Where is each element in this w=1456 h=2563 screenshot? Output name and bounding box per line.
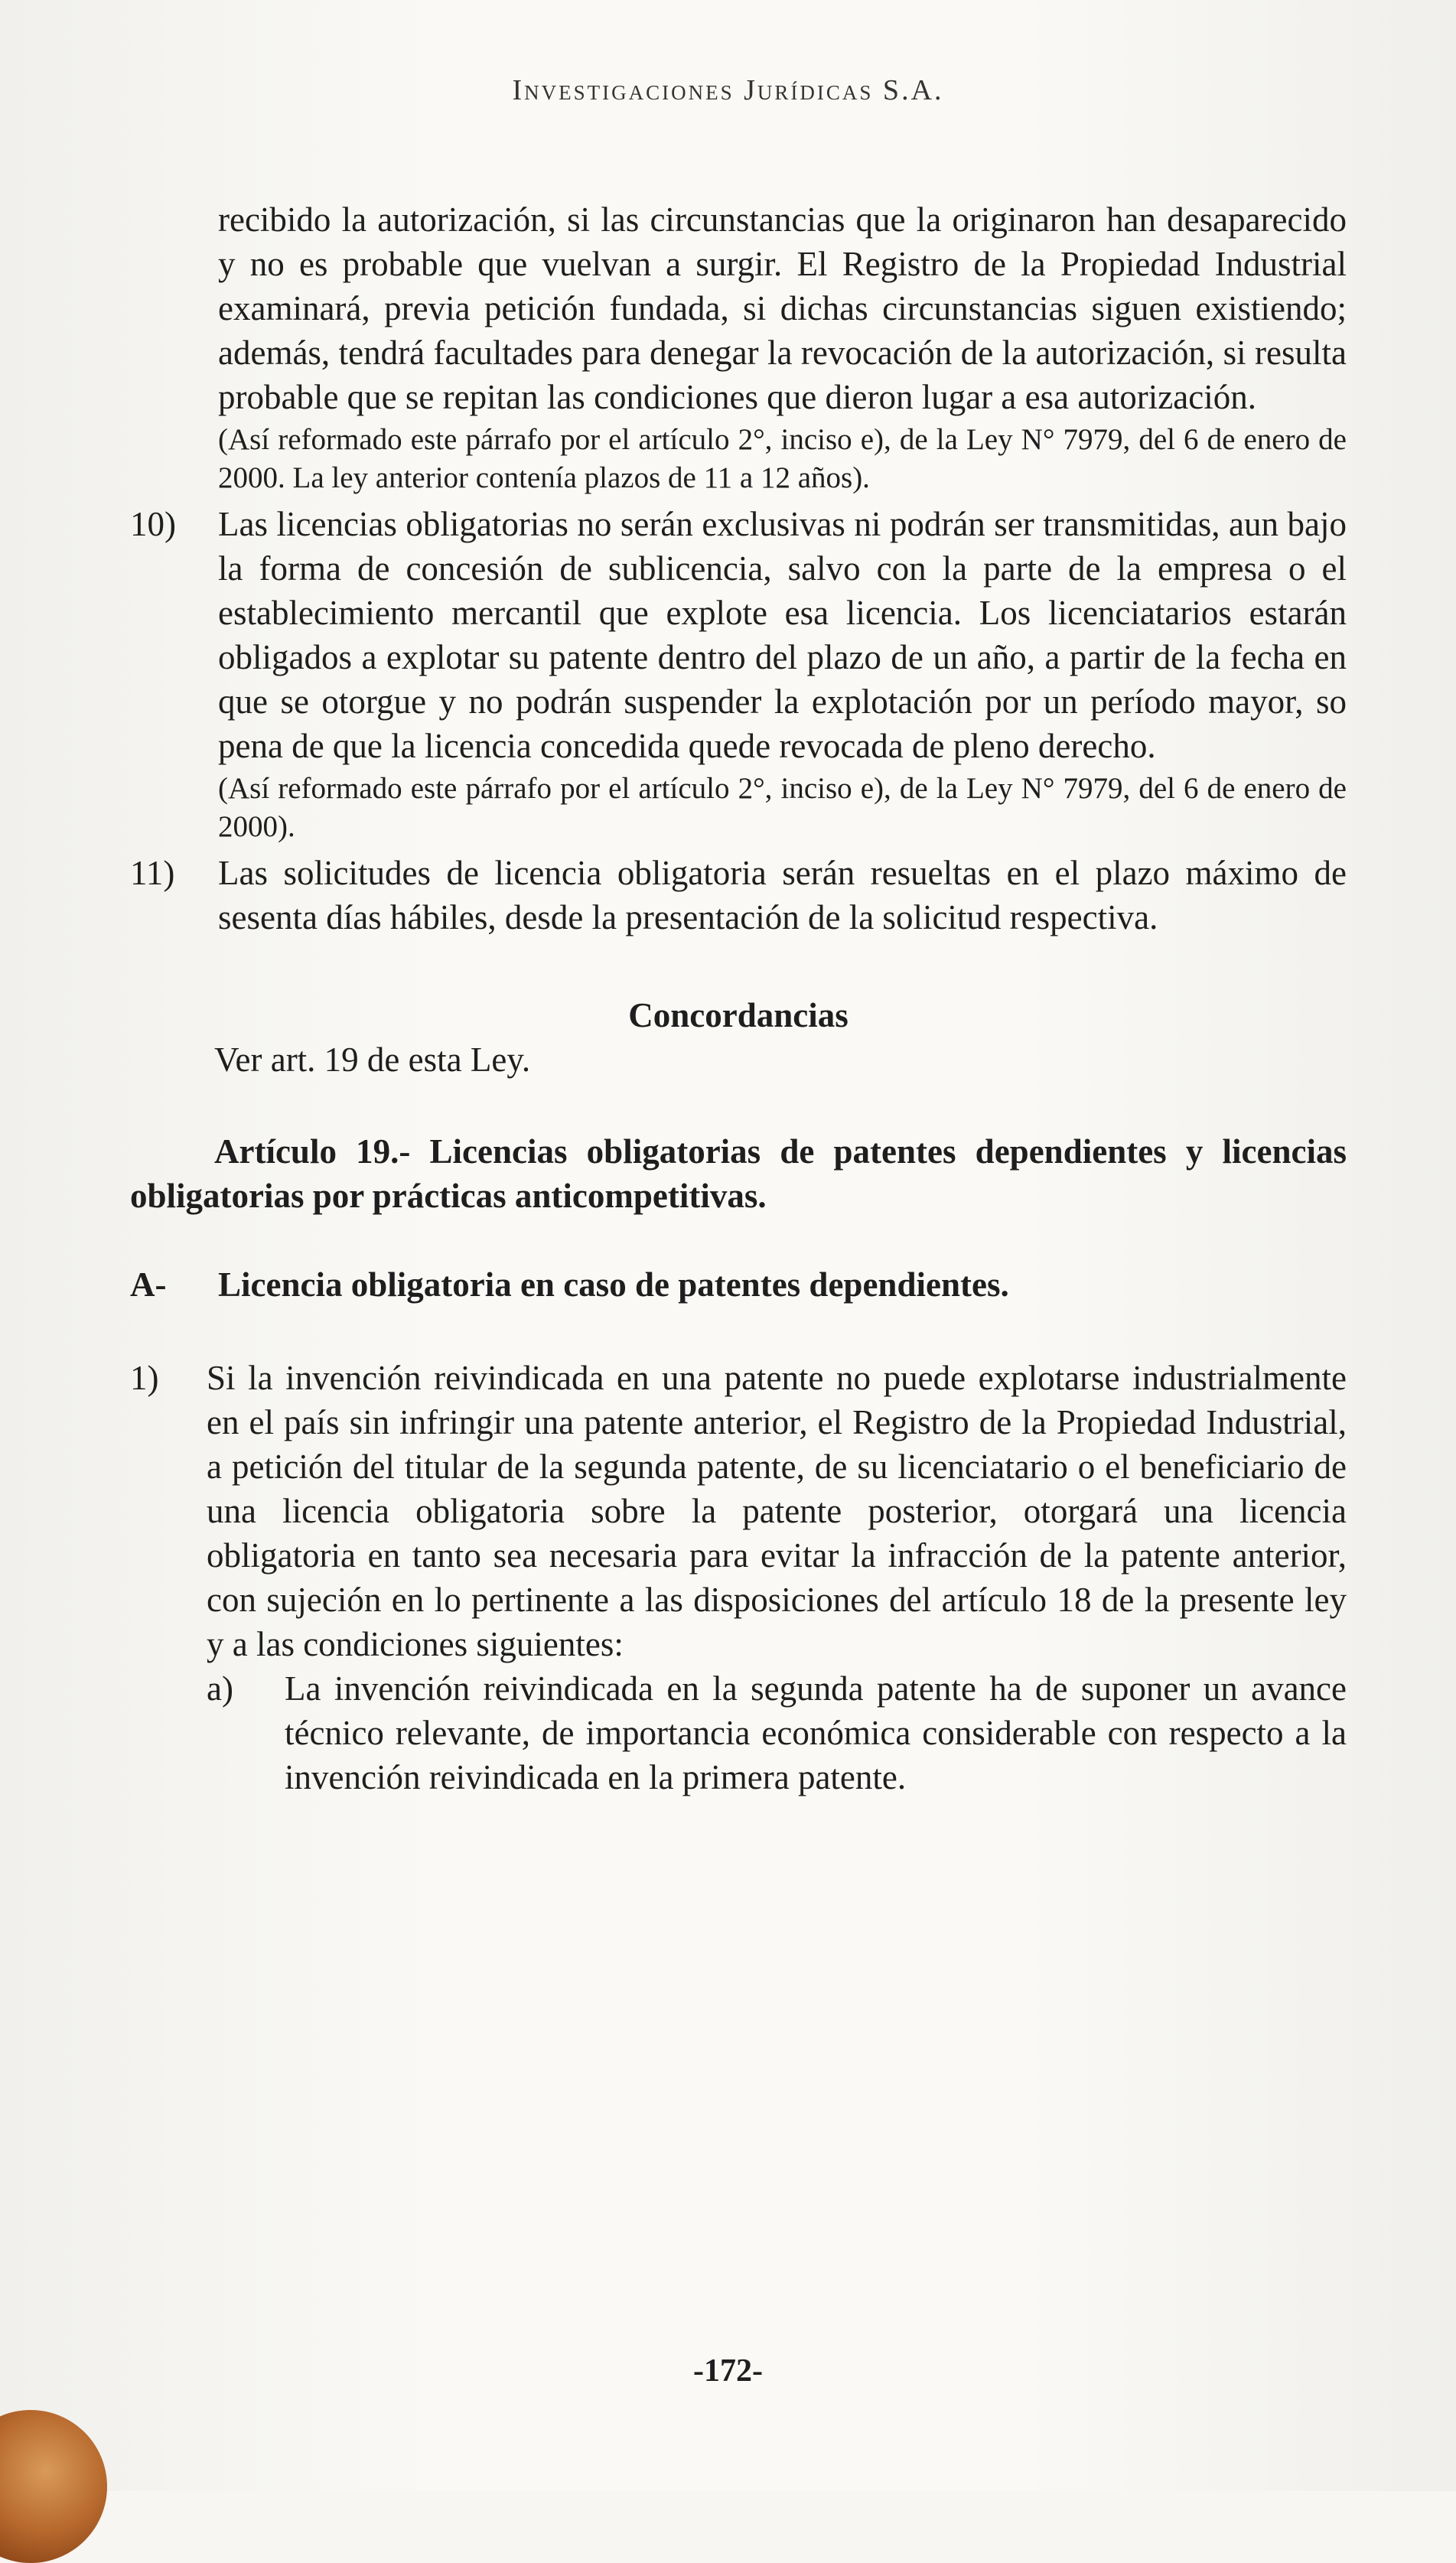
running-header: Investigaciones Jurídicas S.A. <box>512 74 944 106</box>
page-number: -172- <box>693 2353 763 2389</box>
sub-item-a-text: La invención reivindicada en la segunda patente ha de suponer un avance técnico relevante, de importancia económica considerable con respecto a la invención reivindicada en la primera patente. <box>285 1669 1347 1796</box>
item-11-text: Las solicitudes de licencia obligatoria serán resueltas en el plazo máximo de sesenta días hábiles, desde la presentación de la solicitud respectiva. <box>218 854 1347 936</box>
coin-object <box>0 2410 107 2563</box>
list-item-10 <box>130 502 1347 768</box>
sub-item-a <box>130 1666 1347 1799</box>
section-a-title <box>130 1262 1347 1307</box>
list-item-1 <box>130 1356 1347 1666</box>
reform-note-1: (Así reformado este párrafo por el artículo 2°, inciso e), de la Ley N° 7979, del 6 de enero de 2000. La ley anterior contenía plazos de 11 a 12 años). <box>218 423 1347 494</box>
item-10-number: 10) <box>130 505 176 543</box>
item-1-text: Si la invención reivindicada en una patente no puede explotarse industrialmente en el país sin infringir una patente anterior, el Registro de la Propiedad Industrial, a petición del titular de la segunda patente, de su licenciatario o el beneficiario de una licencia obligatoria sobre la patente posterior, otorgará una licencia obligatoria en tanto sea necesaria para evitar la infracción de la patente anterior, con sujeción en lo pertinente a las disposiciones del artículo 18 de la presente ley y a las condiciones siguientes: <box>207 1359 1347 1663</box>
reform-note-2: (Así reformado este párrafo por el artículo 2°, inciso e), de la Ley N° 7979, del 6 de enero de 2000). <box>218 772 1347 843</box>
sub-item-a-letter: a) <box>207 1669 233 1708</box>
continued-paragraph: recibido la autorización, si las circunstancias que la originaron han desaparecido y no es probable que vuelvan a surgir. El Registro de la Propiedad Industrial examinará, previa petición fundada, si dichas circunstancias siguen existiendo; además, tendrá facultades para denegar la revocación de la autorización, si resulta probable que se repitan las condiciones que dieron lugar a esa autorización. <box>218 200 1347 416</box>
list-item-11 <box>130 851 1347 940</box>
article-19-title: Artículo 19.- Licencias obligatorias de patentes dependientes y licencias obligatorias por prácticas anticompetitivas. <box>130 1132 1347 1215</box>
page-body <box>130 197 1347 1799</box>
section-a-label: A- <box>130 1265 167 1304</box>
concordancias-heading: Concordancias <box>628 996 849 1034</box>
item-1-number: 1) <box>130 1359 159 1397</box>
concordancias-reference: Ver art. 19 de esta Ley. <box>214 1041 531 1079</box>
section-a-text: Licencia obligatoria en caso de patentes dependientes. <box>218 1265 1009 1304</box>
item-10-text: Las licencias obligatorias no serán exclusivas ni podrán ser transmitidas, aun bajo la forma de concesión de sublicencia, salvo con la parte de la empresa o el establecimiento mercantil que explote esa licencia. Los licenciatarios estarán obligados a explotar su patente dentro del plazo de un año, a partir de la fecha en que se otorgue y no podrán suspender la explotación por un período mayor, so pena de que la licencia concedida quede revocada de pleno derecho. <box>218 505 1347 765</box>
item-11-number: 11) <box>130 854 175 892</box>
